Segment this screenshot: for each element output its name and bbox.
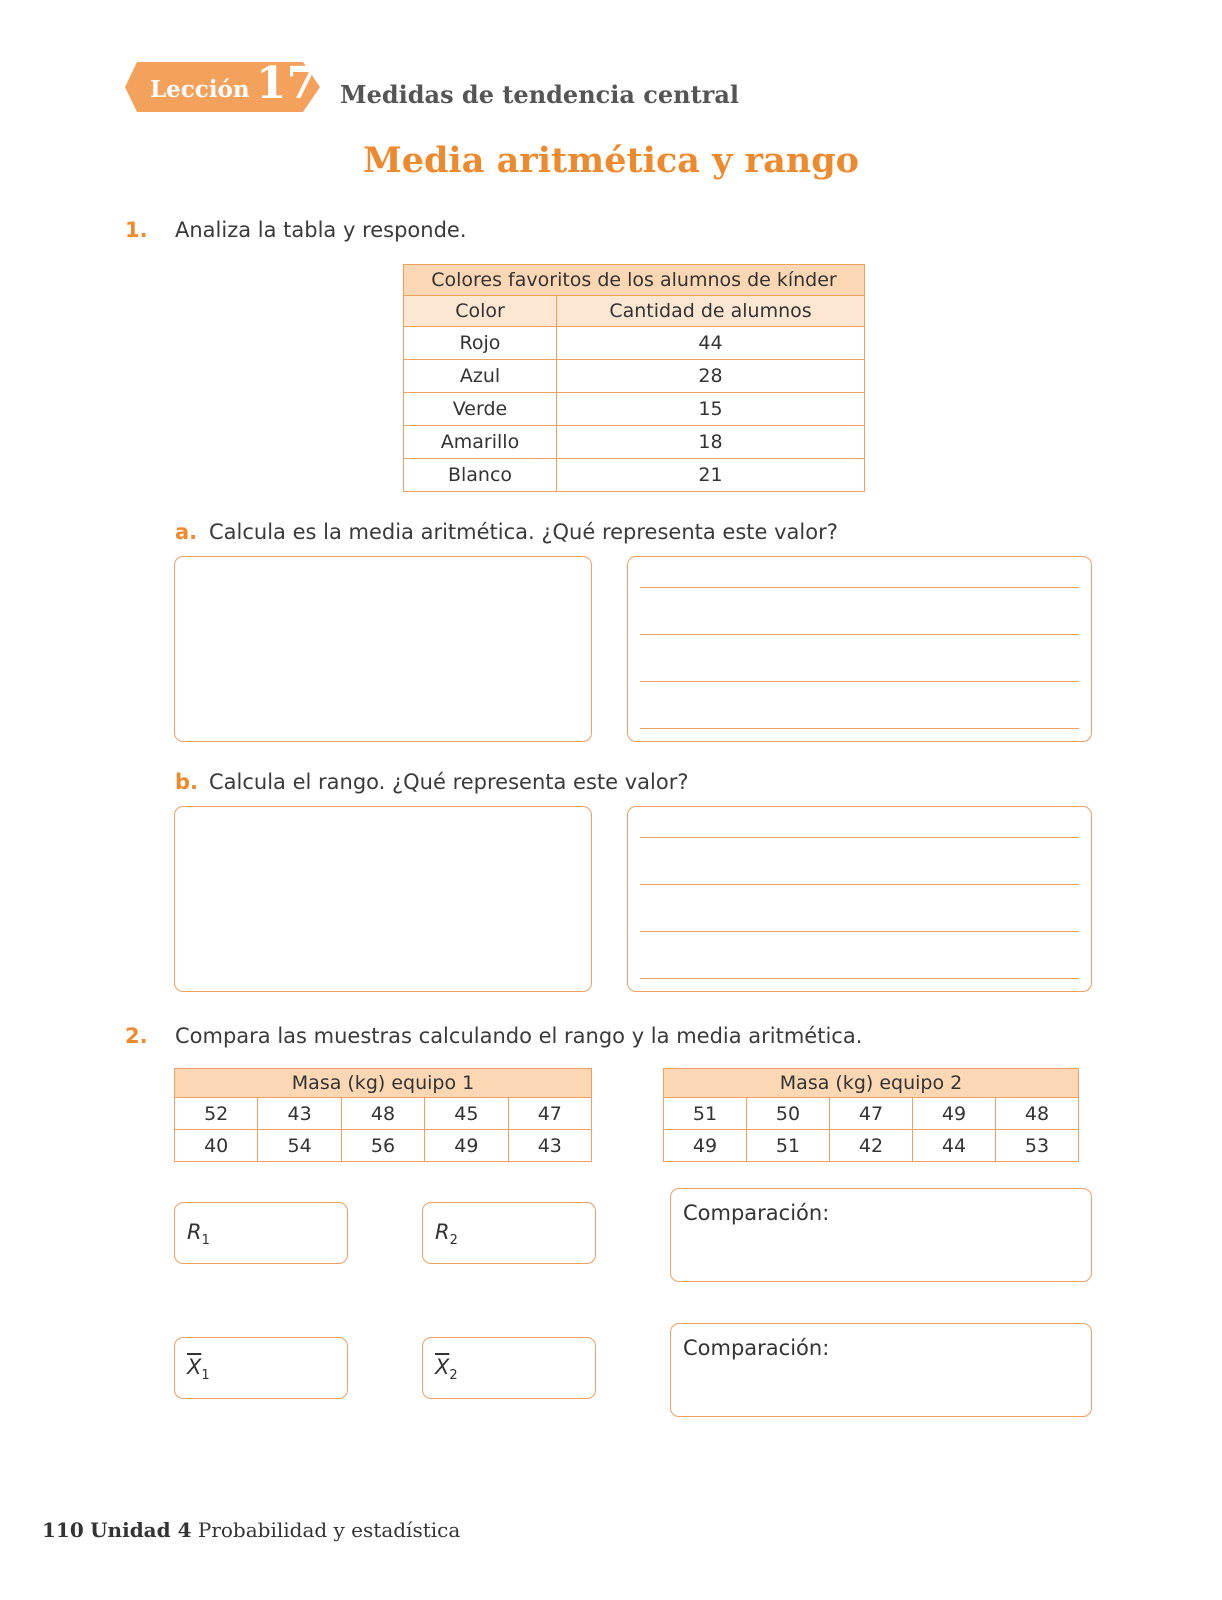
table-row — [404, 327, 865, 360]
question-1-number: 1. — [125, 218, 148, 242]
table-cell: 53 — [996, 1130, 1079, 1162]
question-2-number: 2. — [125, 1024, 148, 1048]
range-2-label: $R_2$ — [435, 1220, 458, 1249]
writing-line — [640, 884, 1079, 885]
sub-question-a-letter: a. — [175, 520, 198, 544]
answer-lines-mean[interactable] — [627, 556, 1092, 742]
table-row — [404, 360, 865, 393]
table-cell: Azul — [404, 360, 557, 393]
table-header-color: Color — [404, 296, 557, 327]
table-cell: 47 — [508, 1098, 591, 1130]
mean-1-label: $\overline{X}_1$ — [187, 1355, 210, 1384]
table-cell: 52 — [175, 1098, 258, 1130]
team2-mass-table — [663, 1068, 1079, 1162]
table-cell: 21 — [557, 459, 865, 492]
table-cell: 18 — [557, 426, 865, 459]
table-cell: 56 — [341, 1130, 424, 1162]
table-cell: 40 — [175, 1130, 258, 1162]
favorite-colors-table — [403, 264, 865, 492]
table-cell: 47 — [830, 1098, 913, 1130]
writing-line — [640, 931, 1079, 932]
writing-line — [640, 587, 1079, 588]
question-2-text: Compara las muestras calculando el rango y la media aritmética. — [175, 1024, 863, 1048]
table-row — [175, 1098, 592, 1130]
table-cell: 15 — [557, 393, 865, 426]
mean-2-label: $\overline{X}_2$ — [435, 1355, 458, 1384]
answer-box-range-calc[interactable] — [174, 806, 592, 992]
table-cell: 50 — [747, 1098, 830, 1130]
answer-lines-range[interactable] — [627, 806, 1092, 992]
page-title: Media aritmética y rango — [362, 140, 860, 181]
team1-caption: Masa (kg) equipo 1 — [175, 1069, 592, 1098]
table-cell: 44 — [557, 327, 865, 360]
range-1-label: $R_1$ — [187, 1220, 210, 1249]
table-row — [404, 426, 865, 459]
table-row — [175, 1130, 592, 1162]
table-cell: 54 — [258, 1130, 341, 1162]
writing-line — [640, 634, 1079, 635]
table-cell: 49 — [913, 1098, 996, 1130]
table-cell: 42 — [830, 1130, 913, 1162]
team2-caption: Masa (kg) equipo 2 — [664, 1069, 1079, 1098]
table-row — [664, 1098, 1079, 1130]
lesson-word: Lección — [150, 76, 250, 103]
mean-2-box[interactable] — [422, 1337, 596, 1399]
sub-question-b-letter: b. — [175, 770, 199, 794]
table-cell: 51 — [664, 1098, 747, 1130]
table-row — [404, 459, 865, 492]
sub-question-a-text: Calcula es la media aritmética. ¿Qué representa este valor? — [209, 520, 838, 544]
writing-line — [640, 681, 1079, 682]
table-cell: 44 — [913, 1130, 996, 1162]
table-cell: Rojo — [404, 327, 557, 360]
unit-name: Unidad 4 — [90, 1518, 192, 1542]
writing-line — [640, 837, 1079, 838]
table-header-count: Cantidad de alumnos — [557, 296, 865, 327]
table-cell: 45 — [425, 1098, 508, 1130]
sub-question-b-text: Calcula el rango. ¿Qué representa este valor? — [209, 770, 689, 794]
mean-1-box[interactable] — [174, 1337, 348, 1399]
table-row — [664, 1130, 1079, 1162]
lesson-number: 17 — [256, 58, 318, 109]
table-cell: 43 — [258, 1098, 341, 1130]
team1-mass-table — [174, 1068, 592, 1162]
table-cell: 49 — [425, 1130, 508, 1162]
table-cell: 49 — [664, 1130, 747, 1162]
page-number: 110 — [42, 1518, 84, 1542]
page-footer — [42, 1518, 460, 1542]
lesson-topic: Medidas de tendencia central — [340, 80, 740, 109]
table-cell: Verde — [404, 393, 557, 426]
table-caption: Colores favoritos de los alumnos de kínder — [404, 265, 865, 296]
comparison-range-box[interactable] — [670, 1188, 1092, 1282]
question-1-text: Analiza la tabla y responde. — [175, 218, 467, 242]
answer-box-mean-calc[interactable] — [174, 556, 592, 742]
table-cell: 48 — [341, 1098, 424, 1130]
comparison-label: Comparación: — [683, 1201, 830, 1225]
table-row — [404, 393, 865, 426]
table-cell: 43 — [508, 1130, 591, 1162]
range-1-box[interactable] — [174, 1202, 348, 1264]
range-2-box[interactable] — [422, 1202, 596, 1264]
unit-title: Probabilidad y estadística — [197, 1518, 461, 1542]
table-cell: Blanco — [404, 459, 557, 492]
table-cell: 48 — [996, 1098, 1079, 1130]
table-cell: 28 — [557, 360, 865, 393]
writing-line — [640, 978, 1079, 979]
table-cell: Amarillo — [404, 426, 557, 459]
table-cell: 51 — [747, 1130, 830, 1162]
writing-line — [640, 728, 1079, 729]
comparison-label: Comparación: — [683, 1336, 830, 1360]
comparison-mean-box[interactable] — [670, 1323, 1092, 1417]
